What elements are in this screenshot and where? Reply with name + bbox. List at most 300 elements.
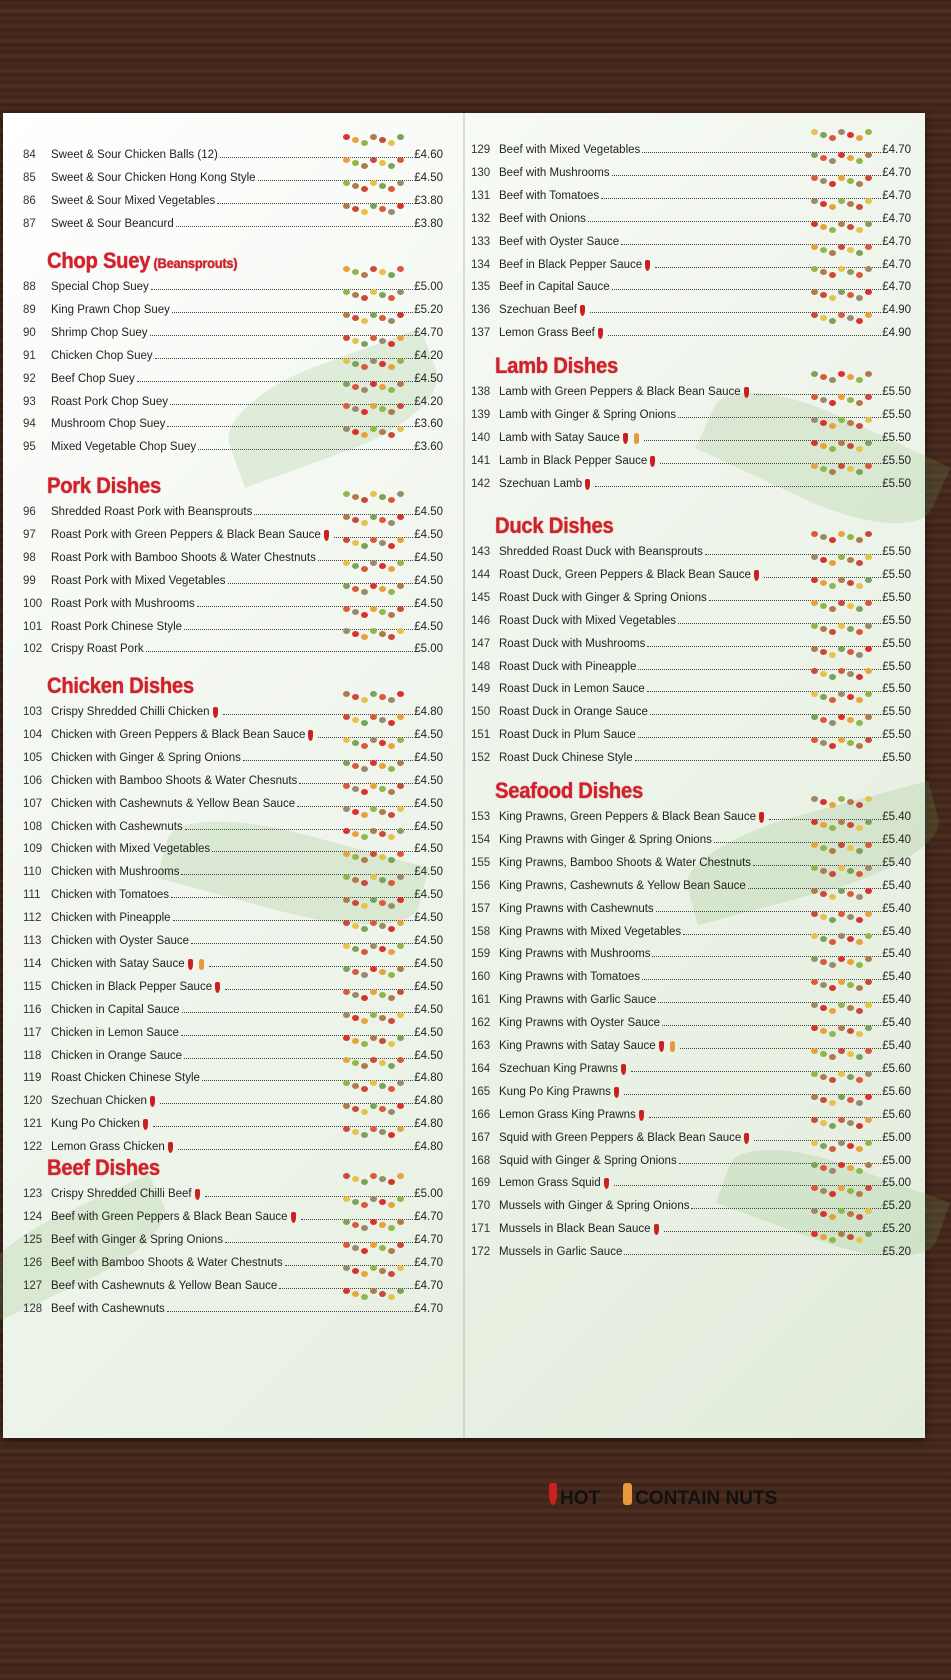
item-price: £4.80 [414, 1072, 443, 1085]
legend [546, 1483, 777, 1510]
chili-icon [549, 1483, 557, 1505]
food-illustration [811, 1000, 872, 1016]
item-name: King Prawns with Oyster Sauce [499, 1017, 661, 1030]
item-number: 164 [471, 1062, 491, 1075]
item-number: 167 [471, 1131, 491, 1144]
item-number: 154 [471, 833, 491, 846]
item-name: Szechuan Lamb [499, 477, 583, 490]
item-price: £4.90 [882, 304, 911, 317]
item-name: Szechuan King Prawns [499, 1062, 618, 1075]
chili-icon [188, 959, 193, 970]
item-price: £5.40 [882, 833, 911, 846]
leader-dots [176, 225, 413, 227]
item-name: Roast Duck with Mushrooms [499, 637, 646, 650]
item-price: £5.50 [882, 546, 911, 558]
chili-icon [195, 1189, 200, 1200]
item-number: 114 [23, 957, 42, 970]
chili-icon [650, 456, 655, 467]
chili-icon [585, 479, 590, 490]
leader-dots [608, 334, 881, 336]
chili-icon [659, 1041, 664, 1052]
food-illustration [343, 264, 404, 280]
item-name: Roast Duck with Mixed Vegetables [499, 614, 677, 627]
item-name: Roast Pork with Mixed Vegetables [51, 574, 226, 587]
food-illustration [343, 287, 404, 303]
item-number: 165 [471, 1085, 491, 1098]
item-name: Roast Pork with Mushrooms [51, 597, 195, 610]
food-illustration [343, 201, 404, 217]
food-illustration [343, 1124, 404, 1140]
item-price: £4.70 [882, 258, 911, 271]
item-name: Lemon Grass King Prawns [499, 1108, 636, 1121]
item-number: 99 [23, 574, 36, 587]
item-price: £4.50 [414, 574, 443, 587]
item-name: King Prawns with Mixed Vegetables [499, 925, 682, 938]
item-number: 158 [471, 925, 491, 938]
item-name: Beef with Mushrooms [499, 166, 610, 179]
item-number: 148 [471, 660, 491, 673]
food-illustration [811, 1229, 872, 1245]
item-price: £4.50 [414, 1026, 443, 1039]
item-price: £4.80 [414, 706, 443, 718]
item-price: £4.80 [414, 1118, 443, 1131]
item-price: £5.50 [882, 637, 911, 650]
item-name: Mixed Vegetable Chop Suey [51, 441, 197, 454]
item-number: 149 [471, 683, 491, 696]
item-price: £4.70 [414, 1302, 443, 1315]
food-illustration [343, 895, 404, 911]
chili-icon [213, 707, 218, 718]
food-illustration [811, 886, 872, 902]
item-price: £4.50 [414, 797, 443, 810]
item-price: £5.50 [882, 706, 911, 719]
item-name: Shredded Roast Pork with Beansprouts [51, 506, 253, 518]
item-name: King Prawn Chop Suey [51, 303, 170, 316]
item-number: 123 [23, 1188, 43, 1200]
item-price: £5.00 [414, 281, 443, 293]
legend-nuts-label: CONTAIN NUTS [635, 1488, 778, 1509]
food-illustration [811, 598, 872, 614]
item-price: £4.20 [414, 395, 443, 408]
item-name: Crispy Roast Pork [51, 643, 144, 656]
section-title-text: Lamb Dishes [495, 353, 618, 378]
food-illustration [811, 287, 872, 303]
item-number: 100 [23, 597, 43, 610]
item-name: Sweet & Sour Beancurd [51, 217, 174, 230]
item-price: £4.50 [414, 597, 443, 610]
food-illustration [343, 604, 404, 620]
food-illustration [811, 1183, 872, 1199]
item-number: 118 [23, 1049, 42, 1062]
nut-icon [199, 959, 204, 970]
item-name: King Prawns with Satay Sauce [499, 1040, 656, 1052]
item-number: 141 [471, 454, 491, 467]
item-name: Squid with Green Peppers & Black Bean Sauce [499, 1131, 742, 1144]
item-price: £4.70 [882, 281, 911, 294]
item-price: £3.60 [414, 418, 443, 431]
item-name: Beef with Tomatoes [499, 189, 600, 202]
menu-sheet [3, 113, 925, 1509]
food-illustration [343, 512, 404, 528]
leader-dots [167, 1310, 413, 1312]
chili-icon [744, 387, 749, 398]
item-number: 102 [23, 643, 43, 656]
item-name: Kung Po King Prawns [499, 1085, 611, 1098]
item-number: 169 [471, 1177, 491, 1190]
item-name: Lamb with Green Peppers & Black Bean Sauce [499, 386, 741, 398]
item-price: £5.00 [882, 1177, 911, 1190]
food-illustration [343, 1286, 404, 1302]
item-name: Roast Duck in Orange Sauce [499, 706, 648, 719]
food-illustration [343, 987, 404, 1003]
food-illustration [811, 712, 872, 728]
food-illustration [811, 1206, 872, 1222]
chili-icon [604, 1178, 609, 1189]
item-price: £5.40 [882, 925, 911, 938]
item-price: £4.70 [882, 212, 911, 225]
chili-icon [143, 1119, 148, 1130]
item-name: Roast Duck in Plum Sauce [499, 729, 636, 742]
chili-icon [150, 1096, 155, 1107]
food-illustration [811, 644, 872, 660]
item-name: Lamb with Ginger & Spring Onions [499, 408, 677, 421]
item-name: Mussels in Garlic Sauce [499, 1246, 623, 1259]
item-name: Roast Duck with Pineapple [499, 660, 637, 673]
item-name: Squid with Ginger & Spring Onions [499, 1154, 677, 1167]
item-number: 110 [23, 866, 42, 879]
food-illustration [811, 196, 872, 212]
item-price: £5.40 [882, 1017, 911, 1030]
chili-icon [324, 530, 329, 541]
item-number: 155 [471, 856, 491, 869]
food-illustration [343, 735, 404, 751]
item-number: 160 [471, 971, 491, 984]
item-price: £4.50 [414, 866, 443, 879]
item-number: 162 [471, 1017, 491, 1030]
nut-icon [634, 433, 639, 444]
food-illustration [811, 369, 872, 385]
item-name: Chicken with Mushrooms [51, 866, 180, 879]
item-price: £4.70 [414, 326, 443, 339]
item-name: Chicken with Green Peppers & Black Bean Sauce [51, 728, 306, 741]
item-price: £5.40 [882, 879, 911, 892]
chili-icon [623, 433, 628, 444]
food-illustration [343, 758, 404, 774]
item-number: 128 [23, 1302, 43, 1315]
item-number: 127 [23, 1279, 43, 1292]
item-price: £5.40 [882, 948, 911, 961]
chili-icon [308, 730, 313, 741]
food-illustration [343, 310, 404, 326]
food-illustration [343, 558, 404, 574]
item-name: Chicken with Bamboo Shoots & Water Chesnuts [51, 774, 298, 787]
item-name: Mussels with Ginger & Spring Onions [499, 1200, 690, 1213]
item-name: Chicken with Oyster Sauce [51, 935, 190, 947]
food-illustration [343, 918, 404, 934]
item-price: £5.60 [882, 1085, 911, 1098]
item-name: Beef in Capital Sauce [499, 281, 610, 294]
item-price: £4.80 [414, 1095, 443, 1108]
item-name: Beef with Mixed Vegetables [499, 144, 641, 156]
leader-dots [635, 759, 882, 761]
item-price: £3.60 [414, 441, 443, 454]
item-number: 126 [23, 1256, 43, 1269]
item-number: 84 [23, 149, 36, 161]
item-number: 90 [23, 326, 36, 339]
item-price: £5.40 [882, 902, 911, 915]
food-illustration [343, 1055, 404, 1071]
item-number: 171 [471, 1223, 491, 1236]
item-price: £4.20 [414, 349, 443, 362]
item-number: 101 [23, 620, 43, 633]
item-price: £5.00 [414, 643, 443, 656]
item-number: 131 [471, 189, 491, 202]
food-illustration [811, 817, 872, 833]
item-price: £3.80 [414, 217, 443, 230]
item-price: £5.20 [882, 1223, 911, 1236]
page-fold [463, 113, 465, 1438]
item-name: Roast Pork with Green Peppers & Black Bean Sauce [51, 528, 321, 541]
food-illustration [343, 872, 404, 888]
item-price: £4.50 [414, 912, 443, 925]
item-name: Roast Chicken Chinese Style [51, 1072, 200, 1085]
item-number: 159 [471, 948, 491, 961]
item-number: 153 [471, 811, 491, 823]
food-illustration [811, 575, 872, 591]
item-price: £5.50 [882, 752, 911, 765]
item-price: £4.50 [414, 551, 443, 564]
food-illustration [343, 1101, 404, 1117]
item-name: Beef Chop Suey [51, 372, 135, 385]
item-price: £5.00 [882, 1131, 911, 1144]
item-number: 115 [23, 980, 42, 993]
section-title-text: Seafood Dishes [495, 778, 643, 803]
item-price: £5.40 [882, 971, 911, 984]
nut-icon [670, 1041, 675, 1052]
item-name: Beef with Green Peppers & Black Bean Sauce [51, 1210, 288, 1223]
section-subtitle: (Beansprouts) [150, 255, 238, 271]
item-price: £4.50 [414, 957, 443, 970]
food-illustration [811, 529, 872, 545]
item-price: £4.70 [882, 189, 911, 202]
item-price: £5.20 [414, 303, 443, 316]
item-price: £5.50 [882, 729, 911, 742]
chili-icon [291, 1212, 296, 1223]
item-number: 147 [471, 637, 491, 650]
food-illustration [343, 401, 404, 417]
item-number: 105 [23, 751, 43, 764]
food-illustration [811, 863, 872, 879]
food-illustration [811, 1046, 872, 1062]
item-price: £5.50 [882, 431, 911, 444]
food-illustration [811, 1138, 872, 1154]
item-name: King Prawns with Ginger & Spring Onions [499, 833, 712, 846]
food-illustration [343, 379, 404, 395]
item-price: £4.70 [414, 1233, 443, 1246]
item-name: Shrimp Chop Suey [51, 326, 148, 339]
item-price: £3.80 [414, 194, 443, 207]
item-number: 124 [23, 1210, 43, 1223]
item-name: King Prawns, Bamboo Shoots & Water Chestnuts [499, 856, 752, 869]
chili-icon [621, 1064, 626, 1075]
food-illustration [343, 356, 404, 372]
item-number: 137 [471, 327, 491, 340]
item-price: £5.50 [882, 477, 911, 490]
food-illustration [811, 931, 872, 947]
item-number: 130 [471, 166, 491, 179]
item-number: 143 [471, 546, 491, 558]
item-number: 140 [471, 431, 491, 444]
item-name: Sweet & Sour Mixed Vegetables [51, 194, 216, 207]
food-illustration [343, 712, 404, 728]
item-name: Sweet & Sour Chicken Hong Kong Style [51, 171, 256, 184]
item-number: 151 [471, 729, 491, 742]
item-number: 150 [471, 706, 491, 719]
item-price: £4.70 [882, 235, 911, 248]
chili-icon [580, 305, 585, 316]
leader-dots [178, 1148, 413, 1150]
food-illustration [811, 666, 872, 682]
food-illustration [343, 178, 404, 194]
item-number: 161 [471, 994, 491, 1007]
food-illustration [811, 621, 872, 637]
item-name: Beef with Cashewnuts & Yellow Bean Sauce [51, 1279, 278, 1292]
item-number: 116 [23, 1003, 42, 1016]
item-price: £4.50 [414, 889, 443, 902]
item-number: 142 [471, 477, 491, 490]
item-price: £4.70 [414, 1279, 443, 1292]
item-name: Szechuan Beef [499, 304, 578, 317]
item-number: 157 [471, 902, 491, 915]
chili-icon [744, 1133, 749, 1144]
item-name: King Prawns, Cashewnuts & Yellow Bean Sauce [499, 879, 746, 892]
food-illustration [811, 977, 872, 993]
chili-icon [759, 812, 764, 823]
food-illustration [811, 1160, 872, 1176]
item-price: £4.50 [414, 171, 443, 184]
food-illustration [811, 1115, 872, 1131]
item-number: 152 [471, 752, 491, 765]
item-number: 166 [471, 1108, 491, 1121]
item-name: Chicken with Pineapple [51, 912, 171, 925]
item-name: Sweet & Sour Chicken Balls (12) [51, 149, 218, 161]
food-illustration [811, 1092, 872, 1108]
item-name: Crispy Shredded Chilli Beef [51, 1188, 192, 1200]
item-name: Chicken in Black Pepper Sauce [51, 980, 213, 993]
item-name: Chicken in Orange Sauce [51, 1049, 183, 1062]
item-name: Lemon Grass Chicken [51, 1141, 165, 1154]
item-number: 170 [471, 1200, 491, 1213]
item-price: £5.50 [882, 683, 911, 696]
item-name: Special Chop Suey [51, 281, 149, 293]
leader-dots [624, 1253, 881, 1255]
section-title-text: Beef Dishes [47, 1155, 160, 1180]
item-price: £5.00 [882, 1154, 911, 1167]
item-number: 103 [23, 706, 43, 718]
item-number: 132 [471, 212, 491, 225]
food-illustration [343, 826, 404, 842]
item-number: 138 [471, 386, 491, 398]
item-price: £5.50 [882, 454, 911, 467]
item-price: £4.50 [414, 843, 443, 856]
item-number: 120 [23, 1095, 43, 1108]
food-illustration [811, 242, 872, 258]
section-title-text: Chicken Dishes [47, 673, 194, 698]
item-name: Beef with Oyster Sauce [499, 235, 620, 248]
food-illustration [811, 1023, 872, 1039]
food-illustration [811, 689, 872, 705]
item-price: £5.50 [882, 568, 911, 581]
item-price: £5.40 [882, 1040, 911, 1052]
item-number: 133 [471, 235, 491, 248]
item-name: Roast Duck, Green Peppers & Black Bean Sauce [499, 568, 751, 581]
food-illustration [343, 941, 404, 957]
item-number: 111 [23, 889, 41, 902]
item-price: £5.20 [882, 1200, 911, 1213]
item-number: 168 [471, 1154, 491, 1167]
item-price: £5.50 [882, 591, 911, 604]
food-illustration [343, 626, 404, 642]
item-number: 93 [23, 395, 36, 408]
item-number: 144 [471, 568, 491, 581]
food-illustration [343, 155, 404, 171]
food-illustration [811, 840, 872, 856]
food-illustration [811, 438, 872, 454]
item-number: 104 [23, 728, 43, 741]
item-number: 85 [23, 171, 36, 184]
item-number: 94 [23, 418, 36, 431]
item-name: Roast Pork with Bamboo Shoots & Water Chestnuts [51, 551, 316, 564]
chili-icon [754, 570, 759, 581]
item-price: £4.50 [414, 1003, 443, 1016]
food-illustration [343, 1217, 404, 1233]
item-name: Chicken with Satay Sauce [51, 957, 185, 970]
item-price: £4.90 [882, 327, 911, 340]
food-illustration [343, 689, 404, 705]
item-name: Kung Po Chicken [51, 1118, 140, 1131]
item-price: £5.40 [882, 811, 911, 823]
item-number: 163 [471, 1040, 491, 1052]
legend-nuts [620, 1483, 777, 1510]
item-number: 106 [23, 774, 43, 787]
food-illustration [343, 489, 404, 505]
item-number: 172 [471, 1246, 491, 1259]
item-name: Roast Duck in Lemon Sauce [499, 683, 645, 696]
item-price: £4.50 [414, 372, 443, 385]
item-price: £5.50 [882, 660, 911, 673]
nut-icon [623, 1483, 632, 1505]
item-name: King Prawns with Mushrooms [499, 948, 651, 961]
food-illustration [811, 552, 872, 568]
item-price: £4.50 [414, 980, 443, 993]
item-number: 112 [23, 912, 42, 925]
leader-dots [146, 650, 414, 652]
item-name: Chicken in Capital Sauce [51, 1003, 180, 1016]
item-price: £4.50 [414, 728, 443, 741]
item-price: £5.60 [882, 1108, 911, 1121]
item-name: Beef with Bamboo Shoots & Water Chestnuts [51, 1256, 283, 1269]
item-number: 98 [23, 551, 36, 564]
chili-icon [614, 1087, 619, 1098]
item-price: £4.80 [414, 1141, 443, 1154]
item-price: £5.50 [882, 614, 911, 627]
item-price: £4.50 [414, 620, 443, 633]
item-price: £5.00 [414, 1188, 443, 1200]
item-number: 139 [471, 408, 491, 421]
item-name: Beef in Black Pepper Sauce [499, 258, 643, 271]
food-illustration [343, 581, 404, 597]
item-number: 117 [23, 1026, 42, 1039]
